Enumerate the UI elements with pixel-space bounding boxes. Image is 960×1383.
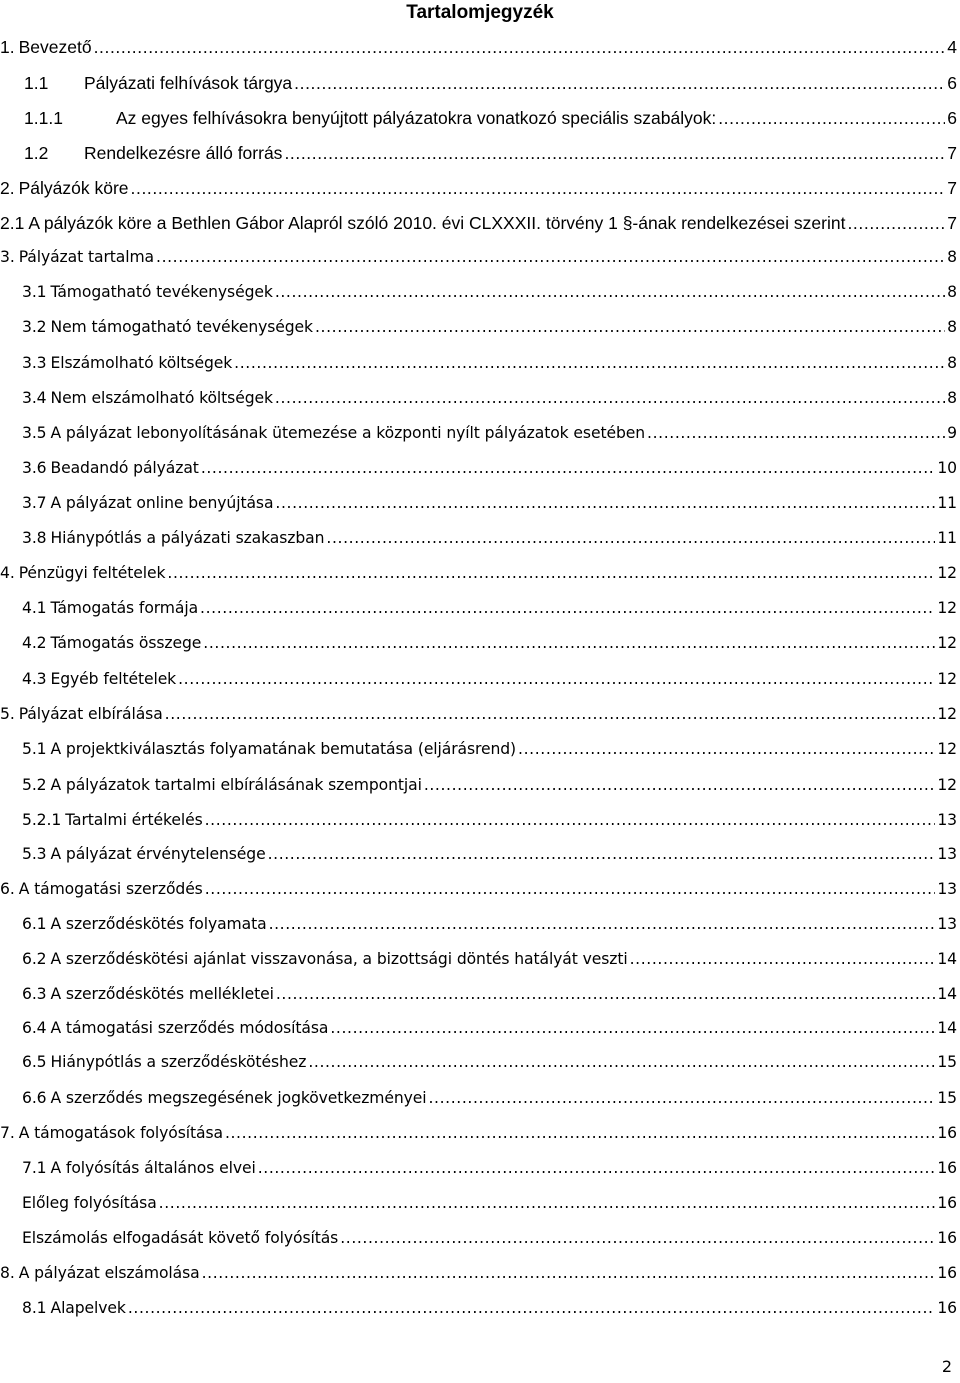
toc-heading: Tartalomjegyzék xyxy=(406,2,554,23)
toc-entry-title: Pályázók köre xyxy=(18,178,129,198)
toc-entry-number: 6. xyxy=(0,880,15,898)
toc-entry[interactable] xyxy=(24,71,957,95)
dot-leader xyxy=(276,982,936,1006)
toc-entry-number: 6.1 xyxy=(22,915,47,933)
toc-entry-title: A pályázat lebonyolításának ütemezése a központi nyílt pályázatok esetében xyxy=(50,424,646,442)
dot-leader xyxy=(128,1296,936,1320)
toc-entry[interactable] xyxy=(22,773,957,797)
dot-leader xyxy=(268,842,936,866)
toc-entry[interactable] xyxy=(0,245,957,269)
toc-entry[interactable] xyxy=(22,596,957,620)
toc-entry-page: 4 xyxy=(947,37,957,57)
dot-leader xyxy=(205,808,936,832)
toc-entry[interactable] xyxy=(22,1191,957,1215)
toc-entry-title: A szerződéskötés folyamata xyxy=(50,915,267,933)
toc-entry-title: Előleg folyósítása xyxy=(22,1194,157,1212)
toc-entry-number: 3. xyxy=(0,248,15,266)
dot-leader xyxy=(202,1261,936,1285)
toc-entry-number: 6.2 xyxy=(22,950,47,968)
toc-entry[interactable] xyxy=(22,1226,957,1250)
dot-leader xyxy=(424,773,936,797)
dot-leader xyxy=(294,71,945,95)
toc-entry-title: Támogatás formája xyxy=(50,599,199,617)
toc-entry-title: A támogatások folyósítása xyxy=(18,1124,223,1142)
toc-entry-title: Hiánypótlás a szerződéskötéshez xyxy=(50,1053,307,1071)
dot-leader xyxy=(326,526,935,550)
toc-entry[interactable] xyxy=(22,315,957,339)
toc-entry-page: 15 xyxy=(937,1089,957,1107)
toc-entry-number: 3.5 xyxy=(22,424,47,442)
dot-leader xyxy=(225,1121,935,1145)
toc-entry-page: 12 xyxy=(937,776,957,794)
toc-entry-page: 16 xyxy=(937,1299,957,1317)
toc-entry[interactable] xyxy=(0,176,957,200)
dot-leader xyxy=(630,947,936,971)
dot-leader xyxy=(429,1086,936,1110)
dot-leader xyxy=(159,1191,936,1215)
toc-entry[interactable] xyxy=(24,141,957,165)
toc-entry-page: 8 xyxy=(947,389,957,407)
toc-entry-page: 13 xyxy=(937,811,957,829)
toc-entry-page: 11 xyxy=(937,494,957,512)
toc-entry-title: Egyéb feltételek xyxy=(50,670,177,688)
toc-entry-number: 1.1.1 xyxy=(24,108,63,128)
dot-leader xyxy=(258,1156,936,1180)
toc-entry-number: 5.1 xyxy=(22,740,47,758)
toc-entry-number: 8. xyxy=(0,1264,15,1282)
toc-entry-page: 8 xyxy=(947,248,957,266)
toc-entry-page: 12 xyxy=(937,670,957,688)
dot-leader xyxy=(847,211,945,235)
toc-entry-title: Pályázat tartalma xyxy=(18,248,155,266)
toc-entry[interactable] xyxy=(22,351,957,375)
toc-entry-title: Az egyes felhívásokra benyújtott pályázatokra vonatkozó speciális szabályok: xyxy=(116,108,717,128)
toc-entry[interactable] xyxy=(22,737,957,761)
dot-leader xyxy=(275,491,935,515)
dot-leader xyxy=(308,1050,935,1074)
toc-entry-page: 16 xyxy=(937,1124,957,1142)
toc-entry-page: 16 xyxy=(937,1159,957,1177)
toc-entry-title: Támogatás összege xyxy=(50,634,202,652)
toc-entry-page: 15 xyxy=(937,1053,957,1071)
toc-entry-title: A szerződéskötési ajánlat visszavonása, a bizottsági döntés hatályát veszti xyxy=(50,950,628,968)
toc-entry-page: 9 xyxy=(947,424,957,442)
dot-leader xyxy=(275,280,945,304)
toc-entry[interactable] xyxy=(22,421,957,445)
toc-entry-number: 6.6 xyxy=(22,1089,47,1107)
toc-entry[interactable] xyxy=(22,1050,957,1074)
toc-entry-page: 7 xyxy=(947,143,957,163)
toc-entry[interactable] xyxy=(0,561,957,585)
toc-entry-number: 5.2 xyxy=(22,776,47,794)
toc-entry[interactable] xyxy=(0,211,957,235)
toc-entry-page: 14 xyxy=(937,1019,957,1037)
toc-entry-number: 4. xyxy=(0,564,15,582)
toc-entry-title: Beadandó pályázat xyxy=(50,459,199,477)
toc-entry[interactable] xyxy=(0,877,957,901)
toc-entry-title: Pályázati felhívások tárgya xyxy=(84,73,293,93)
toc-entry-number: 5.3 xyxy=(22,845,47,863)
toc-entry[interactable] xyxy=(22,491,957,515)
toc-entry[interactable] xyxy=(22,982,957,1006)
toc-entry-page: 10 xyxy=(937,459,957,477)
toc-entry-page: 12 xyxy=(937,740,957,758)
toc-entry[interactable] xyxy=(0,35,957,59)
dot-leader xyxy=(269,912,936,936)
toc-entry-title: A szerződéskötés mellékletei xyxy=(50,985,274,1003)
dot-leader xyxy=(205,877,936,901)
toc-entry[interactable] xyxy=(22,456,957,480)
toc-entry-page: 16 xyxy=(937,1264,957,1282)
toc-entry-title: Elszámolás elfogadását követő folyósítás xyxy=(22,1229,339,1247)
toc-entry[interactable] xyxy=(22,1156,957,1180)
toc-entry-number: 4.1 xyxy=(22,599,47,617)
dot-leader xyxy=(330,1016,935,1040)
toc-entry-title: A pályázók köre a Bethlen Gábor Alapról szóló 2010. évi CLXXXII. törvény 1 §-ának rendelkezései szerint xyxy=(28,213,846,233)
toc-entry-number: 3.8 xyxy=(22,529,47,547)
toc-entry-page: 16 xyxy=(937,1194,957,1212)
toc-entry[interactable] xyxy=(22,808,957,832)
toc-entry-page: 6 xyxy=(947,108,957,128)
dot-leader xyxy=(156,245,945,269)
dot-leader xyxy=(718,106,945,130)
toc-entry-page: 12 xyxy=(937,705,957,723)
toc-entry[interactable] xyxy=(22,280,957,304)
toc-entry[interactable] xyxy=(0,702,957,726)
toc-entry-page: 14 xyxy=(937,950,957,968)
toc-entry[interactable] xyxy=(22,1296,957,1320)
toc-entry-page: 13 xyxy=(937,880,957,898)
toc-entry-number: 3.3 xyxy=(22,354,47,372)
dot-leader xyxy=(315,315,945,339)
dot-leader xyxy=(647,421,945,445)
page-number: 2 xyxy=(941,1357,952,1376)
dot-leader xyxy=(200,596,935,620)
toc-entry-title: Nem elszámolható költségek xyxy=(50,389,273,407)
dot-leader xyxy=(234,351,945,375)
toc-entry-number: 1.2 xyxy=(24,143,49,163)
toc-entry[interactable] xyxy=(22,631,957,655)
toc-entry-number: 8.1 xyxy=(22,1299,47,1317)
toc-entry[interactable] xyxy=(24,106,957,130)
toc-entry-title: A pályázat online benyújtása xyxy=(50,494,274,512)
toc-entry-number: 5. xyxy=(0,705,15,723)
toc-entry-number: 3.6 xyxy=(22,459,47,477)
toc-entry-title: A támogatási szerződés módosítása xyxy=(50,1019,329,1037)
toc-entry-page: 12 xyxy=(937,599,957,617)
toc-entry[interactable] xyxy=(22,667,957,691)
dot-leader xyxy=(340,1226,935,1250)
toc-entry-title: Tartalmi értékelés xyxy=(65,811,203,829)
toc-entry-page: 12 xyxy=(937,564,957,582)
dot-leader xyxy=(94,35,946,59)
toc-entry-title: A folyósítás általános elvei xyxy=(50,1159,256,1177)
toc-entry-number: 7.1 xyxy=(22,1159,47,1177)
toc-entry-page: 8 xyxy=(947,283,957,301)
toc-entry-page: 14 xyxy=(937,985,957,1003)
toc-entry-title: Támogatható tevékenységek xyxy=(50,283,273,301)
toc-entry-number: 1. xyxy=(0,37,15,57)
toc-entry-number: 2.1 xyxy=(0,213,25,233)
toc-entry-title: Pályázat elbírálása xyxy=(18,705,163,723)
toc-entry-number: 4.3 xyxy=(22,670,47,688)
toc-entry[interactable] xyxy=(22,842,957,866)
toc-entry[interactable] xyxy=(22,912,957,936)
toc-entry-number: 2. xyxy=(0,178,15,198)
toc-entry-title: Alapelvek xyxy=(50,1299,126,1317)
dot-leader xyxy=(284,141,945,165)
toc-entry-title: A pályázatok tartalmi elbírálásának szempontjai xyxy=(50,776,422,794)
toc-entry-page: 8 xyxy=(947,318,957,336)
toc-entry-page: 7 xyxy=(947,213,957,233)
toc-entry-number: 1.1 xyxy=(24,73,49,93)
toc-entry-number: 7. xyxy=(0,1124,15,1142)
toc-entry[interactable] xyxy=(22,526,957,550)
dot-leader xyxy=(518,737,935,761)
toc-entry-page: 13 xyxy=(937,845,957,863)
toc-entry[interactable] xyxy=(22,1016,957,1040)
toc-entry[interactable] xyxy=(0,1261,957,1285)
dot-leader xyxy=(275,386,945,410)
toc-entry-number: 6.4 xyxy=(22,1019,47,1037)
toc-entry-title: Elszámolható költségek xyxy=(50,354,233,372)
toc-entry-title: A projektkiválasztás folyamatának bemutatása (eljárásrend) xyxy=(50,740,517,758)
toc-entry-page: 8 xyxy=(947,354,957,372)
toc-entry-title: A támogatási szerződés xyxy=(18,880,203,898)
toc-entry[interactable] xyxy=(22,947,957,971)
dot-leader xyxy=(178,667,935,691)
toc-entry-number: 3.2 xyxy=(22,318,47,336)
toc-entry-number: 6.3 xyxy=(22,985,47,1003)
toc-entry-title: Bevezető xyxy=(18,37,92,57)
toc-entry-title: Rendelkezésre álló forrás xyxy=(84,143,283,163)
dot-leader xyxy=(167,561,935,585)
dot-leader xyxy=(131,176,946,200)
toc-entry-title: A szerződés megszegésének jogkövetkezményei xyxy=(50,1089,427,1107)
toc-entry-page: 7 xyxy=(947,178,957,198)
dot-leader xyxy=(165,702,936,726)
toc-entry[interactable] xyxy=(22,1086,957,1110)
toc-entry-number: 5.2.1 xyxy=(22,811,62,829)
toc-entry-title: Nem támogatható tevékenységek xyxy=(50,318,313,336)
toc-entry-title: A pályázat elszámolása xyxy=(18,1264,200,1282)
dot-leader xyxy=(201,456,936,480)
toc-entry-page: 11 xyxy=(937,529,957,547)
toc-entry-page: 6 xyxy=(947,73,957,93)
dot-leader xyxy=(203,631,935,655)
toc-entry-number: 3.4 xyxy=(22,389,47,407)
toc-entry-number: 6.5 xyxy=(22,1053,47,1071)
toc-entry-number: 3.1 xyxy=(22,283,47,301)
toc-entry-page: 16 xyxy=(937,1229,957,1247)
toc-entry-number: 4.2 xyxy=(22,634,47,652)
toc-entry-title: A pályázat érvénytelensége xyxy=(50,845,266,863)
toc-entry-page: 13 xyxy=(937,915,957,933)
toc-entry-title: Hiánypótlás a pályázati szakaszban xyxy=(50,529,325,547)
toc-entry[interactable] xyxy=(0,1121,957,1145)
toc-entry[interactable] xyxy=(22,386,957,410)
toc-entry-title: Pénzügyi feltételek xyxy=(18,564,166,582)
toc-entry-page: 12 xyxy=(937,634,957,652)
toc-entry-number: 3.7 xyxy=(22,494,47,512)
